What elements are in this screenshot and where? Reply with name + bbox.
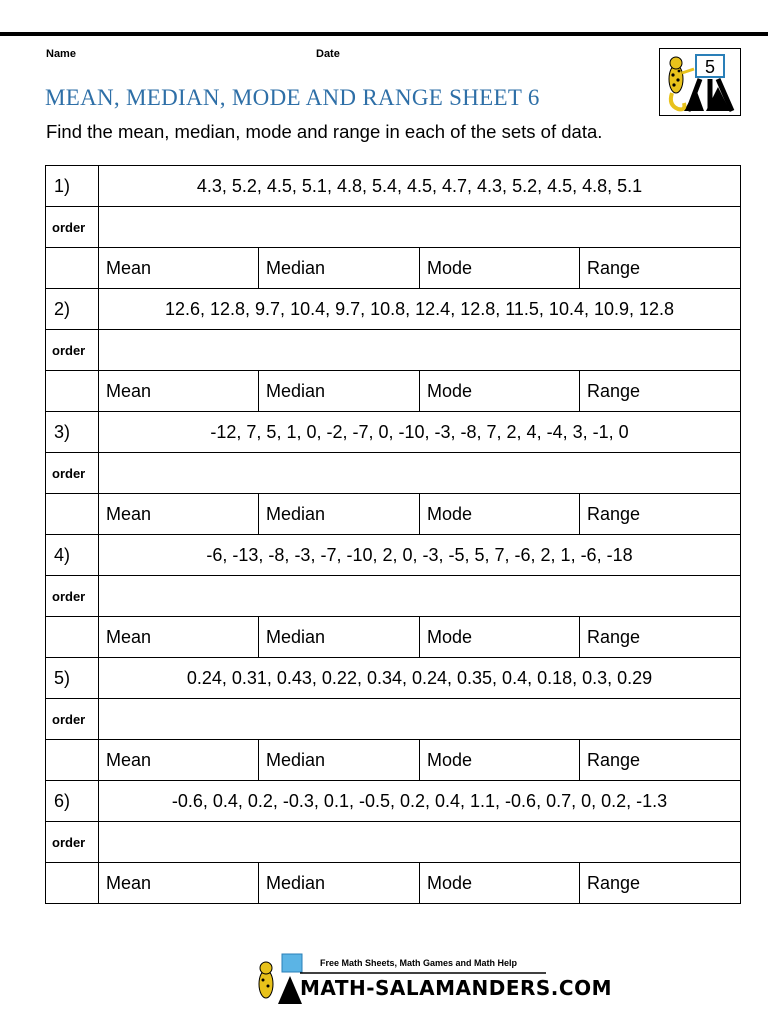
problem-row	[46, 781, 741, 822]
order-answer-cell[interactable]	[99, 699, 741, 740]
problem-row	[46, 412, 741, 453]
order-row	[46, 822, 741, 863]
stats-row	[46, 248, 741, 289]
stats-row	[46, 863, 741, 904]
order-label: order	[46, 453, 99, 494]
mode-cell[interactable]: Mode	[420, 371, 580, 412]
stats-row	[46, 740, 741, 781]
stats-row	[46, 371, 741, 412]
problem-number: 3)	[46, 412, 99, 453]
order-label: order	[46, 822, 99, 863]
problem-row	[46, 535, 741, 576]
range-cell[interactable]: Range	[580, 494, 741, 535]
range-cell[interactable]: Range	[580, 863, 741, 904]
order-label: order	[46, 699, 99, 740]
order-answer-cell[interactable]	[99, 330, 741, 371]
data-set: -6, -13, -8, -3, -7, -10, 2, 0, -3, -5, 5, 7, -6, 2, 1, -6, -18	[99, 535, 741, 576]
order-label: order	[46, 207, 99, 248]
problem-number: 5)	[46, 658, 99, 699]
mode-cell[interactable]: Mode	[420, 248, 580, 289]
mean-cell[interactable]: Mean	[99, 248, 259, 289]
mode-cell[interactable]: Mode	[420, 863, 580, 904]
order-answer-cell[interactable]	[99, 576, 741, 617]
problem-number: 4)	[46, 535, 99, 576]
order-row	[46, 699, 741, 740]
data-set: 0.24, 0.31, 0.43, 0.22, 0.34, 0.24, 0.35, 0.4, 0.18, 0.3, 0.29	[99, 658, 741, 699]
median-cell[interactable]: Median	[259, 863, 420, 904]
median-cell[interactable]: Median	[259, 740, 420, 781]
problem-row	[46, 658, 741, 699]
data-set: -12, 7, 5, 1, 0, -2, -7, 0, -10, -3, -8, 7, 2, 4, -4, 3, -1, 0	[99, 412, 741, 453]
data-set: 12.6, 12.8, 9.7, 10.4, 9.7, 10.8, 12.4, 12.8, 11.5, 10.4, 10.9, 12.8	[99, 289, 741, 330]
footer-brand: MATH-SALAMANDERS.COM	[300, 976, 612, 1000]
data-set: -0.6, 0.4, 0.2, -0.3, 0.1, -0.5, 0.2, 0.4, 1.1, -0.6, 0.7, 0, 0.2, -1.3	[99, 781, 741, 822]
mode-cell[interactable]: Mode	[420, 494, 580, 535]
blank-cell	[46, 863, 99, 904]
salamander-logo	[659, 48, 741, 116]
logo-number: 5	[704, 57, 716, 77]
blank-cell	[46, 617, 99, 658]
range-cell[interactable]: Range	[580, 248, 741, 289]
median-cell[interactable]: Median	[259, 494, 420, 535]
order-row	[46, 207, 741, 248]
mean-cell[interactable]: Mean	[99, 863, 259, 904]
page-title: MEAN, MEDIAN, MODE AND RANGE SHEET 6	[45, 85, 540, 110]
stats-row	[46, 494, 741, 535]
blank-cell	[46, 740, 99, 781]
mean-cell[interactable]: Mean	[99, 740, 259, 781]
order-answer-cell[interactable]	[99, 207, 741, 248]
median-cell[interactable]: Median	[259, 371, 420, 412]
range-cell[interactable]: Range	[580, 740, 741, 781]
mode-cell[interactable]: Mode	[420, 617, 580, 658]
range-cell[interactable]: Range	[580, 371, 741, 412]
mean-cell[interactable]: Mean	[99, 494, 259, 535]
mode-cell[interactable]: Mode	[420, 740, 580, 781]
order-row	[46, 576, 741, 617]
blank-cell	[46, 248, 99, 289]
footer-tagline: Free Math Sheets, Math Games and Math Help	[320, 958, 518, 968]
problems-table	[45, 165, 741, 904]
order-answer-cell[interactable]	[99, 822, 741, 863]
footer-logo	[248, 948, 612, 1008]
median-cell[interactable]: Median	[259, 617, 420, 658]
date-label: Date	[316, 48, 340, 60]
order-label: order	[46, 330, 99, 371]
data-set: 4.3, 5.2, 4.5, 5.1, 4.8, 5.4, 4.5, 4.7, 4.3, 5.2, 4.5, 4.8, 5.1	[99, 166, 741, 207]
order-row	[46, 330, 741, 371]
problem-row	[46, 166, 741, 207]
problem-number: 2)	[46, 289, 99, 330]
order-label: order	[46, 576, 99, 617]
blank-cell	[46, 494, 99, 535]
mean-cell[interactable]: Mean	[99, 371, 259, 412]
problem-number: 6)	[46, 781, 99, 822]
mean-cell[interactable]: Mean	[99, 617, 259, 658]
top-rule	[0, 32, 768, 36]
range-cell[interactable]: Range	[580, 617, 741, 658]
name-label: Name	[46, 48, 76, 60]
stats-row	[46, 617, 741, 658]
median-cell[interactable]: Median	[259, 248, 420, 289]
instructions: Find the mean, median, mode and range in each of the sets of data.	[46, 121, 603, 142]
order-answer-cell[interactable]	[99, 453, 741, 494]
problem-number: 1)	[46, 166, 99, 207]
order-row	[46, 453, 741, 494]
problem-row	[46, 289, 741, 330]
blank-cell	[46, 371, 99, 412]
